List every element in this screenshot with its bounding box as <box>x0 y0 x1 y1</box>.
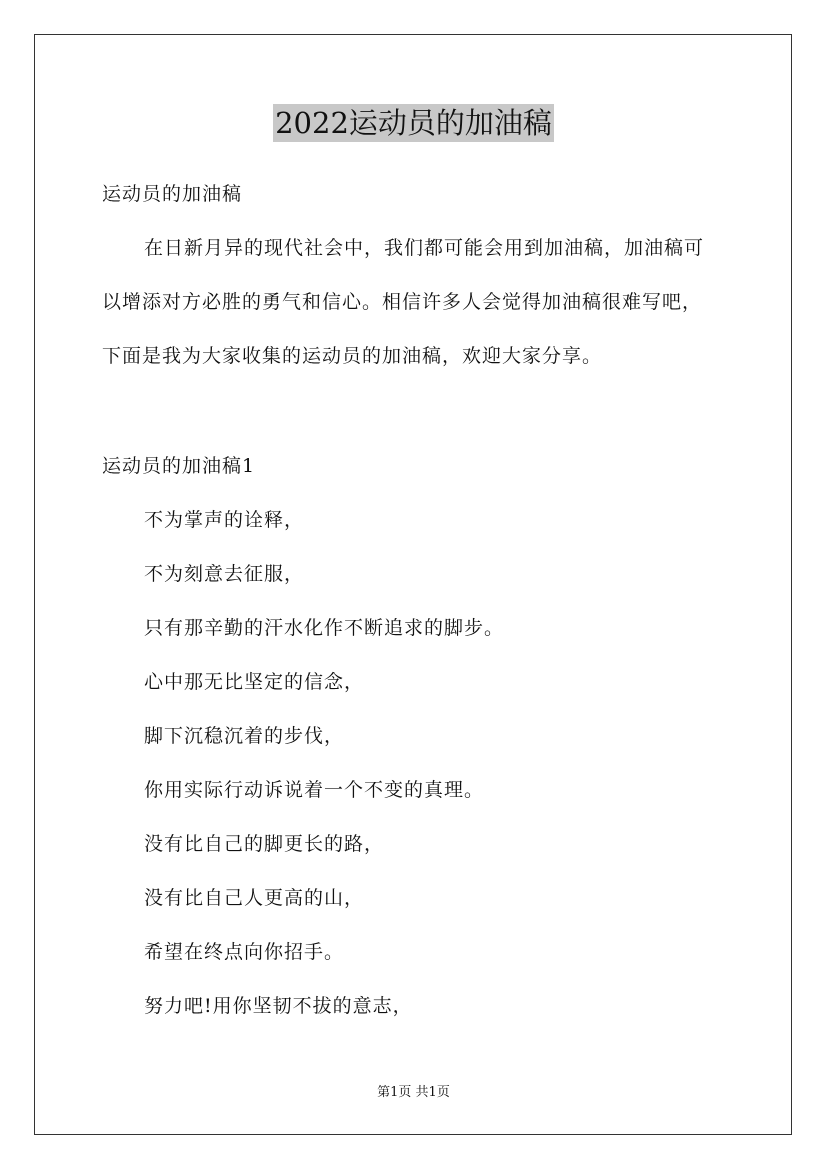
poem-line: 你用实际行动诉说着一个不变的真理。 <box>144 779 485 801</box>
poem-line: 没有比自己人更高的山， <box>144 887 365 909</box>
intro-line-2: 以增添对方必胜的勇气和信心。相信许多人会觉得加油稿很难写吧， <box>102 291 703 313</box>
poem-line: 只有那辛勤的汗水化作不断追求的脚步。 <box>144 617 505 639</box>
poem-line: 心中那无比坚定的信念， <box>144 671 365 693</box>
title-container <box>0 104 827 142</box>
subtitle: 运动员的加油稿 <box>102 183 243 205</box>
poem-line: 努力吧!用你坚韧不拔的意志， <box>144 995 413 1017</box>
document-title: 2022运动员的加油稿 <box>275 106 552 140</box>
section-heading: 运动员的加油稿1 <box>102 455 256 477</box>
poem-line: 不为掌声的诠释， <box>144 509 305 531</box>
poem-line: 不为刻意去征服， <box>144 563 305 585</box>
intro-line-1: 在日新月异的现代社会中，我们都可能会用到加油稿，加油稿可 <box>144 237 705 259</box>
poem-line: 希望在终点向你招手。 <box>144 941 345 963</box>
poem-line: 脚下沉稳沉着的步伐， <box>144 725 345 747</box>
intro-line-3: 下面是我为大家收集的运动员的加油稿，欢迎大家分享。 <box>102 345 603 367</box>
page-footer: 第1页 共1页 <box>377 1085 450 1100</box>
poem-line: 没有比自己的脚更长的路， <box>144 833 385 855</box>
